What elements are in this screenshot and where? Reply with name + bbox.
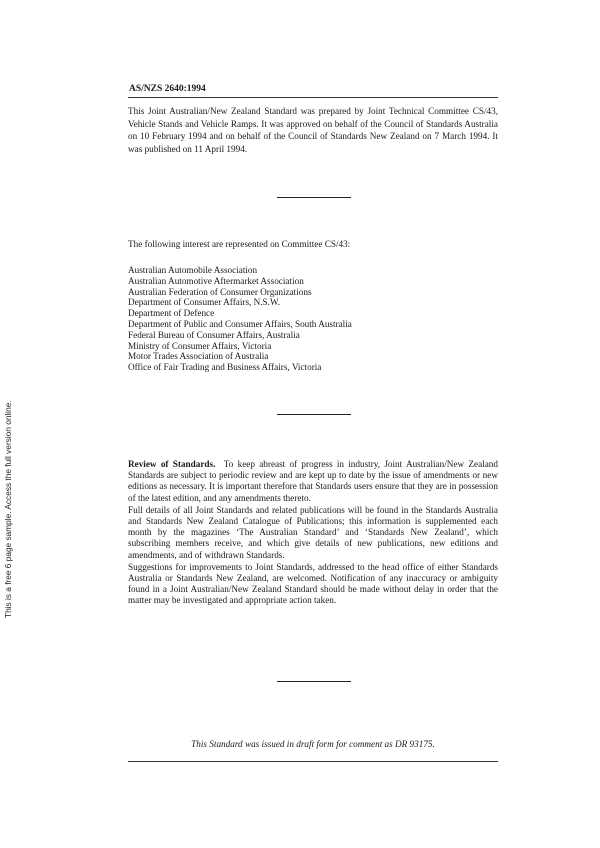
review-text-1: To keep abreast of progress in industry, Joint Australian/New Zealand Standards are subject to periodic review and are kept up to date by the issue of amendments or new editions as necessary. It is important therefore that Standards users ensure that they are in possession of the latest edition, and any amendments thereto. [128, 459, 498, 503]
standard-code: AS/NZS 2640:1994 [129, 84, 206, 94]
section-divider-2 [277, 414, 351, 415]
organization-item: Australian Federation of Consumer Organizations [128, 286, 312, 297]
footer-rule [128, 761, 498, 762]
review-section [128, 459, 498, 608]
interests-intro: The following interest are represented on Committee CS/43: [128, 239, 351, 249]
review-paragraph-3: Suggestions for improvements to Joint Standards, addressed to the head office of either Standards Australia or Standards New Zealand, are welcomed. Notification of any inaccuracy or ambiguity found in a Joint Australian/New Zealand Standard should be made without delay in order that the matter may be investigated and appropriate action taken. [128, 561, 498, 606]
draft-note: This Standard was issued in draft form for comment as DR 93175. [191, 739, 435, 749]
review-heading: Review of Standards. [128, 459, 216, 469]
review-paragraph-1 [128, 459, 498, 504]
review-paragraph-2: Full details of all Joint Standards and related publications will be found in the Standards Australia and Standards New Zealand Catalogue of Publications; this information is supplemented each month by the magazines ‘The Australian Standard’ and ‘Standards New Zealand’, which subscribing members receive, and which give details of new publications, new editions and amendments, and of withdrawn Standards. [128, 504, 498, 560]
organization-item: Ministry of Consumer Affairs, Victoria [128, 340, 272, 351]
preparation-statement: This Joint Australian/New Zealand Standard was prepared by Joint Technical Committee CS/43, Vehicle Stands and Vehicle Ramps. It was approved on behalf of the Council of Standards Australia on 10 February 1994 and on behalf of the Council of Standards New Zealand on 7 March 1994. It was published on 11 April 1994. [128, 106, 498, 154]
organization-item: Australian Automotive Aftermarket Association [128, 275, 304, 286]
sample-notice-text: This is a free 6 page sample. Access the full version online. [3, 400, 13, 618]
section-divider-1 [277, 197, 351, 198]
sample-notice [3, 318, 15, 618]
header-block [128, 84, 498, 155]
section-divider-3 [277, 681, 351, 682]
organization-item: Office of Fair Trading and Business Affairs, Victoria [128, 362, 322, 373]
organization-item: Department of Consumer Affairs, N.S.W. [128, 297, 281, 308]
organization-item: Department of Public and Consumer Affairs, South Australia [128, 318, 352, 329]
organization-list [128, 265, 352, 373]
organization-item: Department of Defence [128, 308, 215, 319]
organization-item: Federal Bureau of Consumer Affairs, Australia [128, 329, 300, 340]
header-rule [128, 97, 498, 98]
organization-item: Australian Automobile Association [128, 265, 258, 275]
organization-item: Motor Trades Association of Australia [128, 351, 269, 362]
